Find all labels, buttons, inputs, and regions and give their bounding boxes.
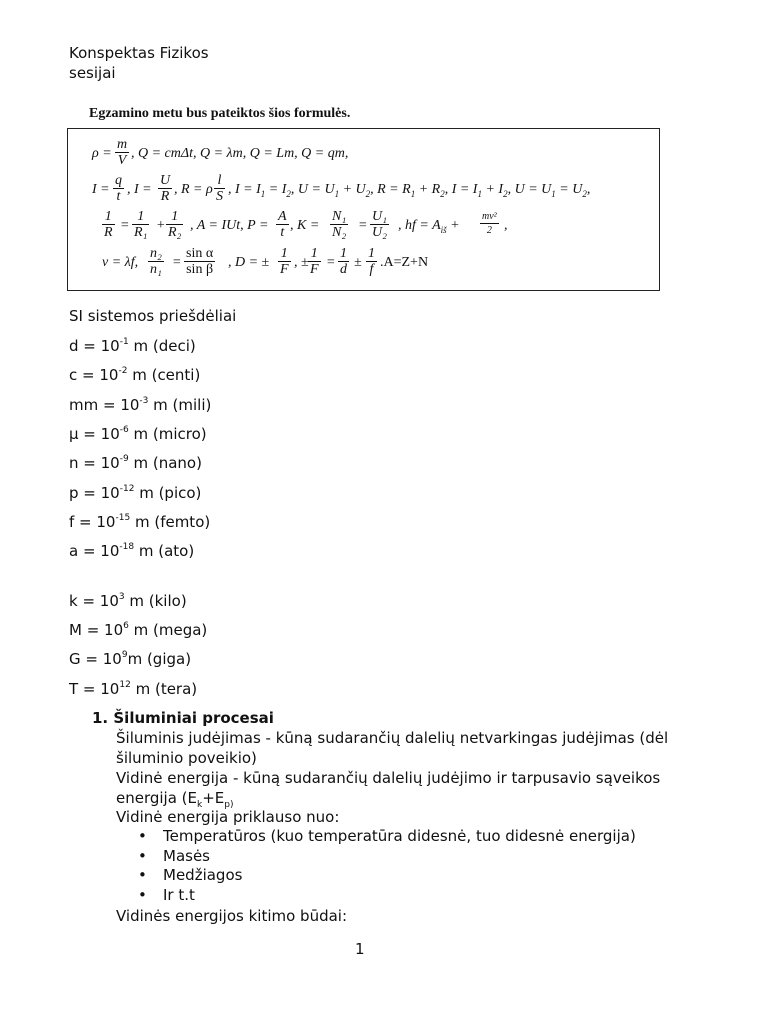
formula-fraction: m V xyxy=(117,137,128,168)
text-line: šiluminio poveikio) xyxy=(116,749,257,767)
formula-text: = xyxy=(172,255,182,270)
prefix-centi: $c = 10^{-2}$ m (centi) xyxy=(69,366,201,384)
prefix-giga: $G = 10^9m$ (giga) xyxy=(69,650,192,668)
formula-text: I = xyxy=(92,182,110,197)
prefix-femto: $f = 10^{-15}$ m (femto) xyxy=(69,513,211,531)
text-line: Šiluminis judėjimas - kūną sudarančių dalelių netvarkingas judėjimas (dėl xyxy=(116,729,669,747)
header-line-2: sesijai xyxy=(69,64,116,82)
prefix-mega: $M = 10^6$ m (mega) xyxy=(69,621,208,639)
formula-text: , R = ρ xyxy=(174,182,213,197)
formula-fraction: sin α sin β xyxy=(186,246,214,277)
prefix-kilo: $k = 10^3$ m (kilo) xyxy=(69,592,187,610)
prefix-mili: mm = $10^{-3}$ m (mili) xyxy=(69,396,212,414)
text-line: energija ($E_k+E_{p)}$ xyxy=(116,789,234,810)
section-title: Šiluminiai procesai xyxy=(113,709,274,727)
formula-fraction: U₁ U₂ xyxy=(372,209,387,240)
prefix-ato: $a = 10^{-18}$ m (ato) xyxy=(69,542,195,560)
formula-text: , $I = I_1 = I_2$, $U = U_1 + U_2$, $R = R_1 + R_2$, $I = I_1 + I_2$, $U = U_1 = U_2$, xyxy=(228,182,591,199)
formula-text: , Q = cmΔt, Q = λm, Q = Lm, Q = qm, xyxy=(131,146,349,161)
prefix-pico: $p = 10^{-12}$ m (pico) xyxy=(69,484,202,502)
formula-fraction: 1 d xyxy=(340,246,347,277)
paragraph-depends-on: Vidinė energija priklauso nuo: xyxy=(116,808,340,826)
formula-fraction: 1 F xyxy=(280,246,289,277)
formula-fraction: 1 R₁ xyxy=(134,209,148,240)
formula-text: = xyxy=(326,255,336,270)
prefix-deci: $d = 10^{-1}$ m (deci) xyxy=(69,337,196,355)
list-item: • Temperatūros (kuo temperatūra didesnė, tuo didesnė energija) xyxy=(140,827,636,845)
document-header xyxy=(69,43,209,83)
formula-text: .A=Z+N xyxy=(380,255,429,270)
section-heading xyxy=(92,709,274,727)
paragraph-thermal-motion xyxy=(116,728,668,768)
formula-box xyxy=(67,128,660,291)
prefix-tera: $T = 10^{12}$ m (tera) xyxy=(69,680,198,698)
formula-row-4 xyxy=(68,246,659,280)
formula-text: v = λf, xyxy=(102,255,139,270)
formula-text: , D = ± xyxy=(228,255,270,270)
paragraph-energy-change: Vidinės energijos kitimo būdai: xyxy=(116,907,348,925)
list-item: • Medžiagos xyxy=(140,866,242,884)
formula-text: = xyxy=(120,218,130,233)
list-item: • Masės xyxy=(140,847,210,865)
header-line-1: Konspektas Fizikos xyxy=(69,44,209,62)
formula-fraction: 1 F xyxy=(310,246,319,277)
formula-heading: Egzamino metu bus pateiktos šios formulės. xyxy=(89,106,351,121)
si-prefix-title: SI sistemos priešdėliai xyxy=(69,307,237,325)
formula-text: , K = xyxy=(290,218,320,233)
page-number: 1 xyxy=(355,940,365,958)
formula-text: , A = IUt, P = xyxy=(190,218,269,233)
text-line: Vidinė energija - kūną sudarančių dalelių judėjimo ir tarpusavio sąveikos xyxy=(116,769,661,787)
formula-text: ± xyxy=(354,255,362,270)
formula-fraction: 1 R xyxy=(104,209,113,240)
formula-text: ρ = xyxy=(92,146,112,161)
formula-text: , hf = $A_{iš}$ + xyxy=(398,218,460,235)
list-item: • Ir t.t xyxy=(140,886,195,904)
section-number: 1. xyxy=(92,709,109,727)
formula-fraction: n₂ n₁ xyxy=(150,246,162,277)
formula-row-2 xyxy=(68,173,659,207)
prefix-nano: $n = 10^{-9}$ m (nano) xyxy=(69,454,202,472)
prefix-micro: $\mu = 10^{-6}$ m (micro) xyxy=(69,425,207,443)
formula-text: , ± xyxy=(294,255,309,270)
formula-fraction: A t xyxy=(278,209,287,240)
formula-text: + xyxy=(156,218,166,233)
formula-fraction: q t xyxy=(115,173,122,204)
formula-row-3 xyxy=(68,209,659,243)
formula-fraction: 1 f xyxy=(368,246,375,277)
formula-fraction: N₁ N₂ xyxy=(332,209,347,240)
formula-text: , I = xyxy=(127,182,152,197)
formula-text: , xyxy=(504,218,508,233)
formula-row-1 xyxy=(68,137,659,171)
formula-fraction: l S xyxy=(216,173,223,204)
formula-fraction: 1 R₂ xyxy=(168,209,182,240)
formula-fraction: mv² 2 xyxy=(482,211,497,236)
formula-text: = xyxy=(358,218,368,233)
formula-fraction: U R xyxy=(160,173,171,204)
